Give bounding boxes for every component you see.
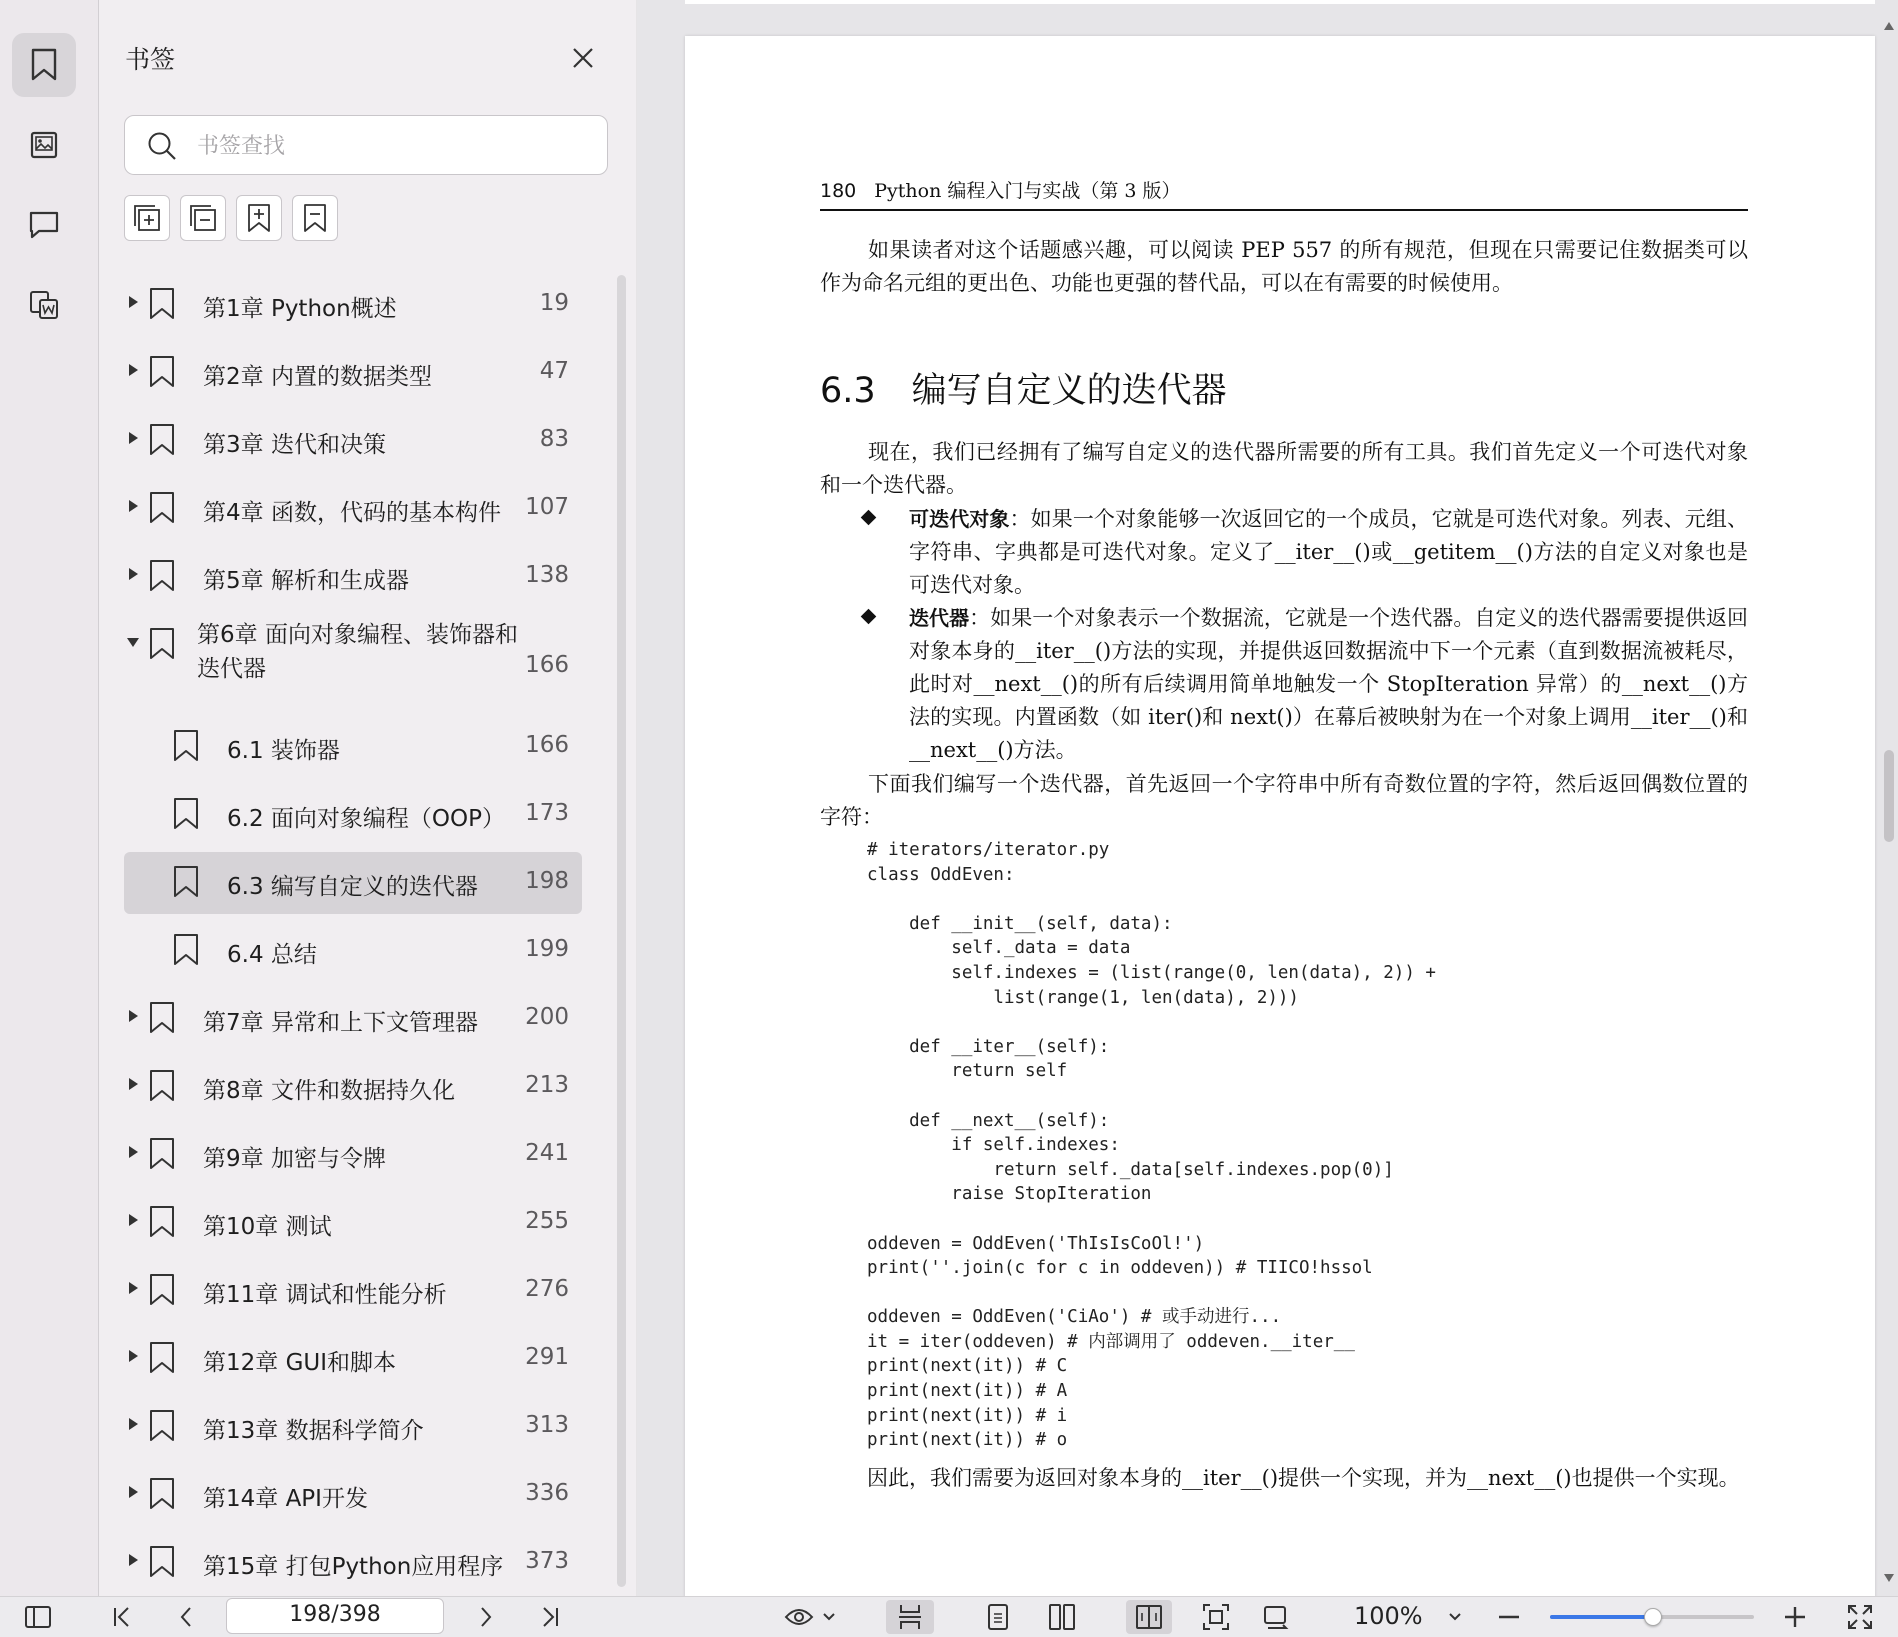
bookmark-icon xyxy=(148,1137,176,1171)
zoom-slider[interactable] xyxy=(1550,1615,1754,1619)
bookmark-item[interactable] xyxy=(99,984,609,1052)
bullet-term: 迭代器 xyxy=(909,606,970,630)
bookmark-icon xyxy=(148,1205,176,1239)
bookmark-icon xyxy=(148,491,176,525)
word-convert-tab-button[interactable] xyxy=(12,273,76,337)
zoom-slider-knob[interactable] xyxy=(1644,1608,1662,1626)
bookmark-page: 19 xyxy=(539,290,569,316)
two-page-icon xyxy=(1048,1603,1076,1631)
chevron-down-icon xyxy=(822,1612,836,1622)
expand-arrow-icon[interactable] xyxy=(129,1350,138,1362)
zoom-menu-button[interactable] xyxy=(1440,1600,1470,1634)
fit-page-button[interactable] xyxy=(1196,1600,1236,1634)
fullscreen-icon xyxy=(1846,1603,1874,1631)
bookmark-item[interactable] xyxy=(99,338,609,406)
expand-arrow-icon[interactable] xyxy=(129,1418,138,1430)
expand-arrow-icon[interactable] xyxy=(129,1214,138,1226)
bookmark-label: 第6章 面向对象编程、装饰器和迭代器 xyxy=(197,622,518,682)
bookmark-panel xyxy=(99,0,636,1596)
bullet-text xyxy=(909,503,1748,602)
bookmark-item[interactable] xyxy=(99,1528,609,1596)
bookmark-item[interactable] xyxy=(99,1052,609,1120)
bookmark-icon xyxy=(148,1001,176,1035)
running-head xyxy=(820,176,1748,211)
fullscreen-button[interactable] xyxy=(1842,1600,1878,1634)
plus-icon xyxy=(1783,1605,1807,1629)
scroll-up-arrow-icon[interactable] xyxy=(1884,22,1894,30)
bookmark-page: 83 xyxy=(539,426,569,452)
bookmark-page: 336 xyxy=(525,1480,569,1506)
bookmark-label: 第3章 迭代和决策 xyxy=(203,432,386,458)
bookmark-page: 47 xyxy=(539,358,569,384)
bookmark-label: 第14章 API开发 xyxy=(203,1486,368,1512)
bookmark-page: 199 xyxy=(525,936,569,962)
zoom-level[interactable]: 100% xyxy=(1354,1602,1423,1630)
bookmark-page: 213 xyxy=(525,1072,569,1098)
document-scrollbar[interactable] xyxy=(1880,0,1898,1596)
collapse-all-button[interactable] xyxy=(180,195,226,241)
section-title: 编写自定义的迭代器 xyxy=(911,371,1227,411)
bookmark-item[interactable] xyxy=(99,1256,609,1324)
bookmark-page: 241 xyxy=(525,1140,569,1166)
chevron-down-icon xyxy=(1448,1612,1462,1622)
page-number: 180 xyxy=(820,180,857,202)
page-number-input[interactable]: 198/398 xyxy=(226,1598,444,1634)
bookmark-icon xyxy=(148,423,176,457)
bookmark-icon xyxy=(30,48,58,82)
expand-arrow-icon[interactable] xyxy=(129,1078,138,1090)
expand-arrow-icon[interactable] xyxy=(129,1486,138,1498)
bookmark-icon xyxy=(148,1069,176,1103)
bookmark-label: 第4章 函数，代码的基本构件 xyxy=(203,500,501,526)
bullet-term: 可迭代对象 xyxy=(909,507,1010,531)
bookmark-icon xyxy=(148,287,176,321)
bookmark-item[interactable] xyxy=(99,542,609,610)
bookmark-item[interactable] xyxy=(99,1120,609,1188)
bookmark-label: 6.3 编写自定义的迭代器 xyxy=(227,874,478,900)
bookmark-page: 255 xyxy=(525,1208,569,1234)
bookmark-icon xyxy=(148,627,176,661)
fit-page-icon xyxy=(1202,1603,1230,1631)
bookmark-item[interactable] xyxy=(99,1392,609,1460)
bookmark-item[interactable] xyxy=(99,1188,609,1256)
bookmark-item[interactable] xyxy=(99,406,609,474)
bottom-toolbar xyxy=(0,1596,1898,1637)
search-icon xyxy=(147,131,177,161)
bookmark-search-input[interactable] xyxy=(195,126,589,166)
code-intro-paragraph: 下面我们编写一个迭代器，首先返回一个字符串中所有奇数位置的字符，然后返回偶数位置的字符： xyxy=(820,772,1748,829)
section-heading xyxy=(820,363,1227,413)
close-panel-button[interactable] xyxy=(567,42,599,74)
expand-arrow-icon[interactable] xyxy=(129,500,138,512)
first-page-icon xyxy=(111,1605,133,1629)
add-bookmark-button[interactable] xyxy=(236,195,282,241)
bookmark-label: 第9章 加密与令牌 xyxy=(203,1146,386,1172)
bookmark-item[interactable] xyxy=(99,1324,609,1392)
bullet-diamond-icon xyxy=(861,510,877,526)
document-page xyxy=(685,36,1875,1636)
eye-care-mode-button[interactable] xyxy=(780,1600,840,1634)
bookmark-item[interactable] xyxy=(99,270,609,338)
intro-paragraph: 如果读者对这个话题感兴趣，可以阅读 PEP 557 的所有规范，但现在只需要记住数据类可以作为命名元组的更出色、功能也更强的替代品，可以在有需要的时候使用。 xyxy=(820,238,1748,295)
bookmark-icon xyxy=(172,729,200,763)
bookmark-icon xyxy=(148,1545,176,1579)
bookmark-icon xyxy=(148,1273,176,1307)
image-icon xyxy=(29,130,59,160)
bookmark-item[interactable] xyxy=(99,474,609,542)
bookmark-label: 第1章 Python概述 xyxy=(203,296,397,322)
bookmark-page: 200 xyxy=(525,1004,569,1030)
bookmark-icon xyxy=(148,1341,176,1375)
book-mode-icon xyxy=(1135,1603,1163,1631)
previous-page-edge xyxy=(685,0,1875,4)
bookmark-label: 6.1 装饰器 xyxy=(227,738,340,764)
bookmarks-tab-button[interactable] xyxy=(12,33,76,97)
bookmark-label: 第7章 异常和上下文管理器 xyxy=(203,1010,478,1036)
expand-arrow-icon[interactable] xyxy=(129,432,138,444)
bookmark-icon xyxy=(172,865,200,899)
rotate-page-button[interactable] xyxy=(1256,1600,1296,1634)
bookmark-page: 173 xyxy=(525,800,569,826)
two-page-button[interactable] xyxy=(1042,1600,1082,1634)
zoom-in-button[interactable] xyxy=(1778,1600,1812,1634)
bookmark-label: 第12章 GUI和脚本 xyxy=(203,1350,397,1376)
continuous-scroll-button[interactable] xyxy=(886,1600,934,1634)
scrollbar-thumb[interactable] xyxy=(1884,750,1894,842)
next-page-button[interactable] xyxy=(468,1600,504,1634)
eye-icon xyxy=(784,1607,814,1627)
expand-arrow-icon[interactable] xyxy=(129,568,138,580)
bookmark-icon xyxy=(148,355,176,389)
bookmark-subitem[interactable] xyxy=(99,712,609,780)
zoom-slider-fill xyxy=(1550,1615,1652,1619)
thumbnails-tab-button[interactable] xyxy=(12,113,76,177)
close-icon xyxy=(572,47,594,69)
section-paragraph: 现在，我们已经拥有了编写自定义的迭代器所需要的所有工具。我们首先定义一个可迭代对象和一个迭代器。 xyxy=(820,440,1748,497)
bookmark-item[interactable] xyxy=(99,1460,609,1528)
expand-arrow-icon[interactable] xyxy=(129,296,138,308)
expand-arrow-icon[interactable] xyxy=(129,364,138,376)
last-page-icon xyxy=(539,1605,561,1629)
bullet-diamond-icon xyxy=(861,609,877,625)
zoom-out-button[interactable] xyxy=(1492,1600,1526,1634)
bookmark-label: 6.2 面向对象编程（OOP） xyxy=(227,806,505,832)
expand-arrow-icon[interactable] xyxy=(129,1146,138,1158)
bookmark-icon xyxy=(148,1409,176,1443)
bookmark-search xyxy=(124,115,608,175)
expand-all-button[interactable] xyxy=(124,195,170,241)
bookmark-page: 138 xyxy=(525,562,569,588)
previous-page-button[interactable] xyxy=(168,1600,204,1634)
scroll-down-arrow-icon[interactable] xyxy=(1884,1574,1894,1582)
collapse-arrow-icon[interactable] xyxy=(127,638,139,647)
bookmark-icon xyxy=(148,559,176,593)
convert-to-word-icon xyxy=(28,289,60,321)
bookmark-page: 373 xyxy=(525,1548,569,1574)
closing-paragraph: 因此，我们需要为返回对象本身的__iter__()提供一个实现，并为__next__()也提供一个实现。 xyxy=(867,1466,1740,1490)
bookmark-subitem[interactable] xyxy=(99,916,609,984)
bookmark-icon xyxy=(148,1477,176,1511)
bookmark-label: 第13章 数据科学简介 xyxy=(203,1418,424,1444)
book-title: Python 编程入门与实战（第 3 版） xyxy=(874,180,1181,202)
section-number: 6.3 xyxy=(820,371,876,411)
bookmark-icon xyxy=(172,933,200,967)
comment-icon xyxy=(28,210,60,240)
sidebar-toggle-icon xyxy=(24,1605,52,1629)
expand-arrow-icon[interactable] xyxy=(129,1282,138,1294)
panel-title: 书签 xyxy=(125,45,176,74)
code-listing: # iterators/iterator.py class OddEven: def __init__(self, data): self._data = data self.indexes = (list(range(0, len(data), 2)) + list(range(1, len(data), 2))) def __iter__(self): return self def __next__(self): if self.indexes: return self._data[self.indexes.pop(0)] raise StopIteration oddeven = OddEven('ThIsIsCoOl!') print(''.join(c for c in oddeven)) # TIICO!hssol oddeven = OddEven('CiAo') # 或手动进行... it = iter(oddeven) # 内部调用了 oddeven.__iter__ print(next(it)) # C print(next(it)) # A print(next(it)) # i print(next(it)) # o xyxy=(867,840,1436,1451)
comments-tab-button[interactable] xyxy=(12,193,76,257)
bookmark-page: 198 xyxy=(525,868,569,894)
panel-scrollbar[interactable] xyxy=(617,275,626,1587)
expand-all-icon xyxy=(132,203,162,233)
chevron-right-icon xyxy=(478,1605,494,1629)
bookmark-label: 第2章 内置的数据类型 xyxy=(203,364,432,390)
bookmark-icon xyxy=(172,797,200,831)
bookmark-page: 166 xyxy=(525,652,569,678)
remove-bookmark-icon xyxy=(301,203,329,233)
bookmark-page: 166 xyxy=(525,732,569,758)
bookmark-list xyxy=(99,270,609,1596)
bookmark-label: 第8章 文件和数据持久化 xyxy=(203,1078,455,1104)
minus-icon xyxy=(1497,1605,1521,1629)
continuous-scroll-icon xyxy=(896,1603,924,1631)
bookmark-tools xyxy=(124,195,338,241)
icon-rail xyxy=(0,0,99,1596)
add-bookmark-icon xyxy=(245,203,273,233)
collapse-all-icon xyxy=(188,203,218,233)
rotate-icon xyxy=(1262,1603,1290,1631)
expand-arrow-icon[interactable] xyxy=(129,1554,138,1566)
bookmark-page: 313 xyxy=(525,1412,569,1438)
bookmark-subitem-selected[interactable] xyxy=(99,848,609,916)
bullet-body: ：如果一个对象能够一次返回它的一个成员，它就是可迭代对象。列表、元组、字符串、字典都是可迭代对象。定义了__iter__()或__getitem__()方法的自定义对象也是可迭代对象。 xyxy=(909,507,1748,597)
bullet-body: ：如果一个对象表示一个数据流，它就是一个迭代器。自定义的迭代器需要提供返回对象本身的__iter__()方法的实现，并提供返回数据流中下一个元素（直到数据流被耗尽，此时对__next__()的所有后续调用简单地触发一个 StopIteration 异常）的__next__()方法的实现。内置函数（如 iter()和 next()）在幕后被映射为在一个对象上调用__iter__()和__next__()方法。 xyxy=(909,606,1748,762)
bookmark-page: 107 xyxy=(525,494,569,520)
bookmark-page: 276 xyxy=(525,1276,569,1302)
bookmark-label: 第15章 打包Python应用程序 xyxy=(203,1554,504,1580)
chevron-left-icon xyxy=(178,1605,194,1629)
first-page-button[interactable] xyxy=(104,1600,140,1634)
bookmark-label: 第11章 调试和性能分析 xyxy=(203,1282,447,1308)
bookmark-label: 第5章 解析和生成器 xyxy=(203,568,409,594)
bookmark-page: 291 xyxy=(525,1344,569,1370)
bullet-text xyxy=(909,602,1748,767)
last-page-button[interactable] xyxy=(532,1600,568,1634)
bookmark-item-expanded[interactable] xyxy=(99,610,609,712)
bookmark-subitem[interactable] xyxy=(99,780,609,848)
bookmark-label: 第10章 测试 xyxy=(203,1214,332,1240)
book-mode-button[interactable] xyxy=(1126,1600,1172,1634)
remove-bookmark-button[interactable] xyxy=(292,195,338,241)
expand-arrow-icon[interactable] xyxy=(129,1010,138,1022)
single-page-icon xyxy=(986,1603,1010,1631)
bookmark-label: 6.4 总结 xyxy=(227,942,317,968)
single-page-button[interactable] xyxy=(978,1600,1018,1634)
toggle-sidebar-button[interactable] xyxy=(18,1600,58,1634)
